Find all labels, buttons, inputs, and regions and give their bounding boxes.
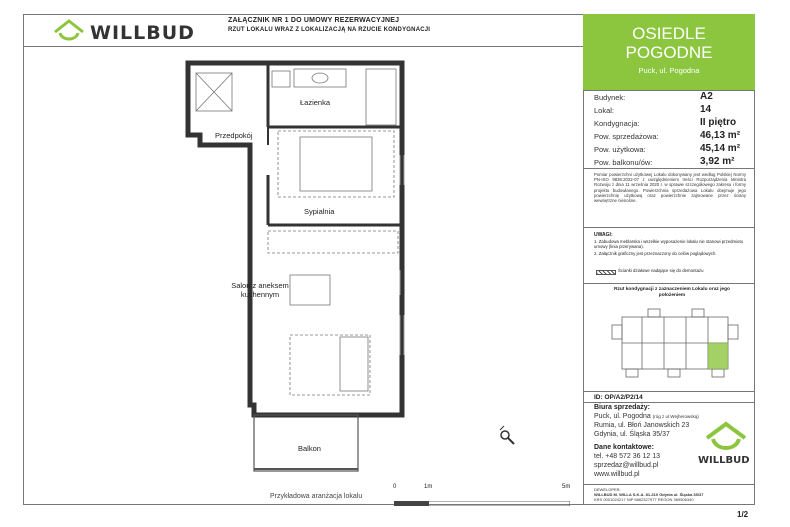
sales-office-title: Biura sprzedaży: — [594, 404, 651, 411]
room-label-bedroom: Sypialnia — [304, 207, 335, 216]
logo-text: WILLBUD — [698, 455, 750, 466]
scale-caption: Przykładowa aranżacja lokalu — [270, 493, 363, 500]
measurement-note: Pomiar powierzchni użytkowej Lokalu dokonywany jest według Polskiej Normy PN-ISO 9836:2022-07 z uwzględnieniem treści Rozporządzenia Ministra Rozwoju z dnia 11 września 2020 r. w sprawie szczegółowego zakresu i formy projektu budowlanego. Powierzchnia sprzedażowa Lokalu obejmuje jego powierzchnię użytkową oraz powierzchnie zajmowane przez ściany wewnętrzne nienośne. — [594, 172, 746, 204]
house-icon — [703, 420, 749, 454]
detail-label: Budynek: — [594, 93, 626, 102]
logo-text: WILLBUD — [90, 22, 195, 44]
detail-value: 45,14 m² — [700, 143, 741, 154]
detail-value: 46,13 m² — [700, 130, 741, 141]
header-divider — [23, 46, 583, 47]
detail-label: Kondygnacja: — [594, 119, 640, 128]
apartment-floor-plan — [170, 55, 430, 487]
info-divider-3 — [583, 283, 755, 284]
scale-bar — [394, 493, 570, 498]
room-label-bathroom: Łazienka — [300, 98, 331, 107]
sales-office-line: Rumia, ul. Błoń Janowskich 23 — [594, 422, 690, 429]
header-title: ZAŁĄCZNIK NR 1 DO UMOWY REZERWACYJNEJ — [228, 17, 400, 24]
info-divider-6 — [583, 484, 755, 485]
estate-location: Puck, ul. Pogodna — [638, 66, 700, 75]
contact-email[interactable]: sprzedaz@willbud.pl — [594, 462, 659, 469]
detail-value: 14 — [700, 104, 712, 115]
detail-value: A2 — [700, 91, 713, 102]
floor-plan-map — [608, 303, 744, 387]
estate-title: OSIEDLE POGODNE — [625, 24, 713, 62]
info-divider-1 — [583, 168, 755, 169]
room-label-hall: Przedpokój — [215, 131, 253, 140]
remark-item: 2. Załącznik graficzny jest przeznaczony do celów poglądowych. — [594, 251, 717, 256]
scale-tick-0: 0 — [393, 484, 397, 490]
contact-title: Dane kontaktowe: — [594, 444, 654, 451]
room-label-balcony: Balkon — [298, 444, 321, 453]
remark-item: 1. Zabudowa meblarska i wszelkie wyposażenie lokalu nie stanowi przedmiotu umowy (linia przerywana). — [594, 239, 744, 250]
removable-wall-legend-icon — [596, 270, 616, 275]
detail-value: 3,92 m² — [700, 156, 735, 167]
sales-office-line: Gdynia, ul. Śląska 35/37 — [594, 431, 670, 438]
info-divider-5 — [583, 402, 755, 403]
info-divider-4 — [583, 391, 755, 392]
detail-value: II piętro — [700, 117, 737, 128]
detail-label: Pow. użytkowa: — [594, 145, 646, 154]
house-icon — [52, 18, 86, 44]
north-arrow-icon — [494, 424, 516, 446]
scale-tick-1m: 1m — [424, 484, 433, 490]
willbud-logo — [52, 18, 86, 44]
info-divider-2 — [583, 227, 755, 228]
room-label-living: Salon z aneksem kuchennym — [231, 281, 289, 299]
contact-phone[interactable]: tel. +48 572 36 12 13 — [594, 453, 660, 460]
remarks-title: UWAGI: — [594, 232, 613, 238]
contact-website[interactable]: www.willbud.pl — [594, 471, 640, 478]
detail-label: Lokal: — [594, 106, 615, 115]
page-number: 1/2 — [737, 510, 749, 519]
removable-wall-legend: Ścianki działowe nadające się do demontażu — [618, 268, 704, 273]
sales-office-line: Puck, ul. Pogodna (róg z ul.Wejherowską) — [594, 413, 699, 420]
floor-plan-title: Rzut kondygnacji z zaznaczeniem Lokalu oraz jego położeniem — [614, 287, 730, 298]
detail-label: Pow. balkonu/ów: — [594, 158, 653, 167]
info-divider-top — [583, 90, 755, 91]
scale-tick-5m: 5m — [562, 484, 571, 490]
header-subtitle: RZUT LOKALU WRAZ Z LOKALIZACJĄ NA RZUCIE KONDYGNACJI — [228, 27, 431, 33]
plan-id: ID: OP/A2/P2/14 — [594, 394, 643, 401]
detail-label: Pow. sprzedażowa: — [594, 132, 659, 141]
developer-info: DEWELOPER: WILLBUD M. WILLA S.K.A. 81-310 Gdynia ul. Śląska 35/37 KRS 0001024217 NIP 5862327977 REGON 369506340 — [594, 487, 704, 502]
